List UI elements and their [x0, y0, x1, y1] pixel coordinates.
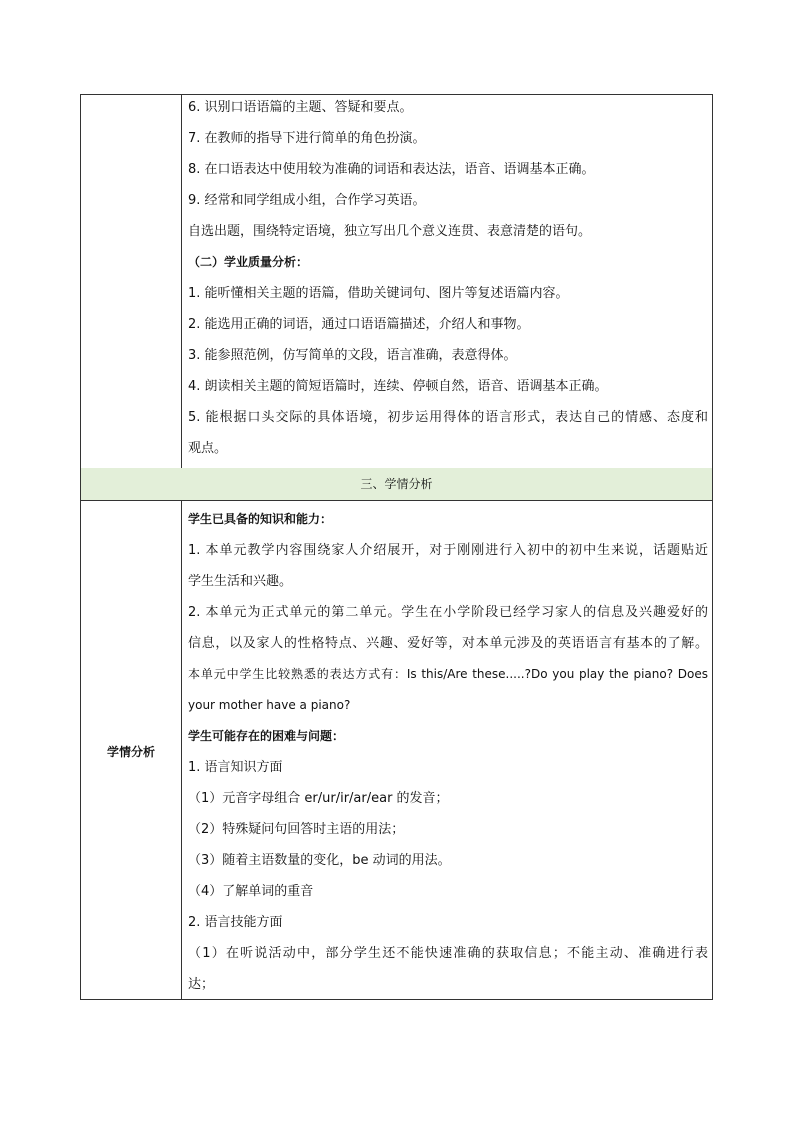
lesson-plan-table [80, 94, 713, 1000]
column-divider-bottom [181, 500, 182, 1000]
problems-heading: 学生可能存在的困难与问题： [188, 729, 345, 743]
goal-item: 8. 在口语表达中使用较为准确的词语和表达法，语音、语调基本正确。 [188, 162, 595, 177]
quality-heading: （二）学业质量分析： [188, 255, 309, 269]
section-title: 三、学情分析 [360, 477, 433, 491]
quality-item: 4. 朗读相关主题的简短语篇时，连续、停顿自然，语音、语调基本正确。 [188, 379, 608, 394]
quality-item: 3. 能参照范例，仿写简单的文段，语言准确，表意得体。 [188, 348, 517, 363]
problem-item-continued: 达； [188, 977, 215, 992]
quality-item-continued: 观点。 [188, 441, 228, 456]
row-divider [81, 500, 712, 501]
known-heading: 学生已具备的知识和能力： [188, 512, 333, 526]
goal-item: 7. 在教师的指导下进行简单的角色扮演。 [188, 131, 426, 146]
problem-item: （1）在听说活动中，部分学生还不能快速准确的获取信息；不能主动、准确进行表 [188, 946, 708, 961]
goal-item: 9. 经常和同学组成小组，合作学习英语。 [188, 193, 426, 208]
problem-category: 1. 语言知识方面 [188, 760, 283, 775]
column-divider-top [181, 95, 182, 468]
student-analysis-cell [188, 504, 708, 1000]
known-item: 1. 本单元教学内容围绕家人介绍展开，对于刚刚进行入初中的初中生来说，话题贴近 [188, 543, 708, 558]
known-item-continued: 本单元中学生比较熟悉的表达方式有：Is this/Are these.....?Do you play the piano? Does [188, 667, 708, 681]
quality-item: 1. 能听懂相关主题的语篇，借助关键词句、图片等复述语篇内容。 [188, 286, 569, 301]
quality-item: 5. 能根据口头交际的具体语境，初步运用得体的语言形式，表达自己的情感、态度和 [188, 410, 708, 425]
known-item-continued: your mother have a piano? [188, 698, 351, 712]
curriculum-goals-cell [188, 92, 708, 464]
known-item: 2. 本单元为正式单元的第二单元。学生在小学阶段已经学习家人的信息及兴趣爱好的 [188, 605, 708, 620]
problem-item: （3）随着主语数量的变化，be 动词的用法。 [188, 853, 451, 868]
goal-item: 自选出题，围绕特定语境，独立写出几个意义连贯、表意清楚的语句。 [188, 224, 592, 239]
problem-item: （1）元音字母组合 er/ur/ir/ar/ear 的发音； [188, 791, 449, 806]
problem-category: 2. 语言技能方面 [188, 915, 283, 930]
goal-item: 6. 识别口语语篇的主题、答疑和要点。 [188, 100, 413, 115]
problem-item: （2）特殊疑问句回答时主语的用法； [188, 822, 405, 837]
known-item-continued: 信息，以及家人的性格特点、兴趣、爱好等，对本单元涉及的英语语言有基本的了解。 [188, 636, 708, 651]
problem-item: （4）了解单词的重音 [188, 884, 314, 899]
row-label-student-analysis: 学情分析 [106, 745, 155, 759]
known-item-continued: 学生生活和兴趣。 [188, 574, 293, 589]
quality-item: 2. 能选用正确的词语，通过口语语篇描述，介绍人和事物。 [188, 317, 530, 332]
